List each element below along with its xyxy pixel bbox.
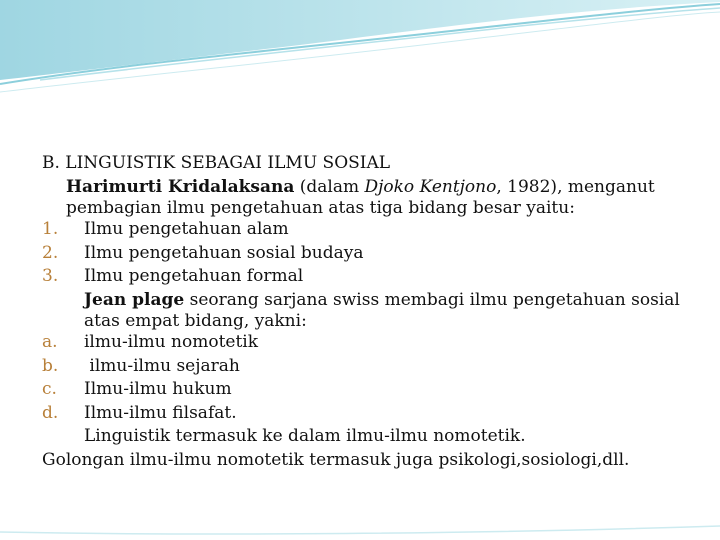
jean-name: Jean plage	[84, 289, 185, 310]
numbered-item-1	[42, 218, 702, 242]
item-text: Ilmu-ilmu hukum	[84, 379, 232, 399]
item-text: Ilmu-ilmu filsafat.	[84, 402, 237, 423]
jean-rest: seorang sarjana swiss membagi ilmu pengetahuan sosial	[184, 289, 680, 310]
author-name: Harimurti Kridalaksana	[66, 176, 295, 197]
item-marker: d.	[42, 402, 59, 423]
item-marker: a.	[42, 332, 58, 352]
lettered-item-d	[42, 402, 702, 426]
intro-post-cite: , 1982), menganut	[496, 176, 655, 197]
item-text: ilmu-ilmu sejarah	[84, 355, 240, 376]
heading: B. LINGUISTIK SEBAGAI ILMU SOSIAL	[42, 153, 391, 173]
item-text: Ilmu pengetahuan sosial budaya	[84, 242, 364, 263]
closing: Golongan ilmu-ilmu nomotetik termasuk juga psikologi,sosiologi,dll.	[42, 449, 630, 470]
lettered-item-a	[42, 331, 702, 355]
bottom-wave-line	[0, 526, 720, 534]
item-marker: 3.	[42, 266, 59, 286]
jean-line-2: atas empat bidang, yakni:	[84, 311, 307, 331]
item-marker: 1.	[42, 219, 59, 239]
item-text: ilmu-ilmu nomotetik	[84, 332, 259, 352]
item-marker: c.	[42, 379, 57, 399]
item-text: Ilmu pengetahuan formal	[84, 266, 304, 286]
intro-line-1	[42, 176, 702, 200]
numbered-item-3	[42, 265, 702, 289]
item-marker: 2.	[42, 242, 59, 263]
intro-pre-cite: (dalam	[294, 176, 365, 197]
conclusion: Linguistik termasuk ke dalam ilmu-ilmu nomotetik.	[84, 426, 526, 446]
jean-line-1	[42, 289, 702, 313]
lettered-item-c	[42, 378, 702, 402]
intro-line-2: pembagian ilmu pengetahuan atas tiga bidang besar yaitu:	[66, 198, 575, 218]
citation-author: Djoko Kentjono	[364, 176, 497, 197]
slide-content	[42, 152, 702, 472]
item-marker: b.	[42, 355, 59, 376]
lettered-item-b	[42, 355, 702, 379]
numbered-item-2	[42, 242, 702, 266]
item-text: Ilmu pengetahuan alam	[84, 219, 289, 239]
